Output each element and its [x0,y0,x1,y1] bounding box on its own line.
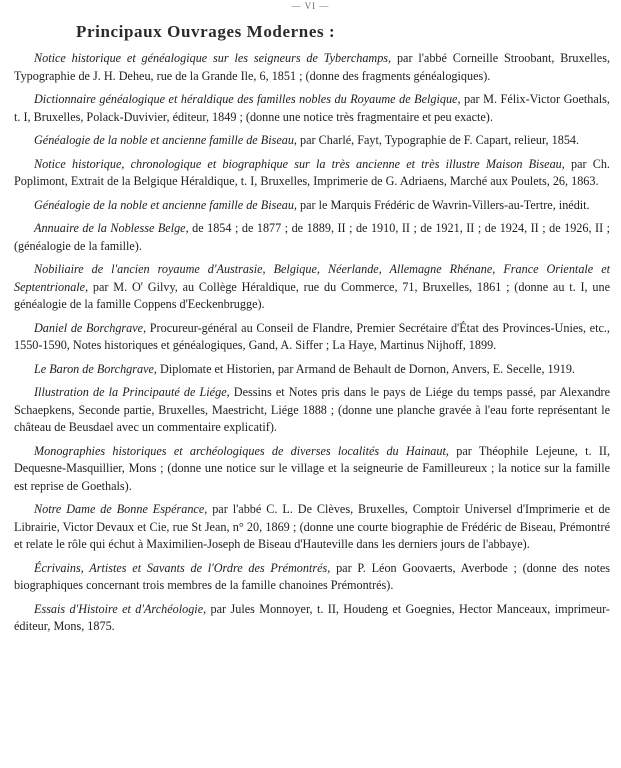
entry-text: de 1854 ; de 1877 ; de 1889, II ; de 1910, II ; de 1921, II ; de 1924, II ; de 1926, II ; (généalogie de la famille). [14,221,610,253]
entry-title: Écrivains, Artistes et Savants de l'Ordre des Prémontrés, [34,560,331,575]
bibliography-entry [14,384,610,437]
bibliography-entry [14,501,610,554]
bibliography-entry [14,156,610,191]
bibliography-entry [14,197,610,215]
bibliography-entry [14,91,610,126]
entry-text: Diplomate et Historien, par Armand de Behault de Dornon, Anvers, E. Secelle, 1919. [156,361,575,376]
entry-text: par Charlé, Fayt, Typographie de F. Capart, relieur, 1854. [296,133,580,147]
section-heading: Principaux Ouvrages Modernes : [76,22,336,41]
bibliography-entry [14,443,610,496]
page-number: — VI — [291,1,330,11]
entry-text: par M. Félix-Victor Goethals, t. I, Bruxelles, Polack-Duvivier, éditeur, 1849 ; (donne une notice très fragmentaire et peu exacte). [14,92,610,124]
entry-title: Essais d'Histoire et d'Archéologie, [34,601,207,616]
bibliography-entry [14,320,610,355]
entry-title: Généalogie de la noble et ancienne famille de Biseau, [34,133,297,147]
entry-text: par P. Léon Goovaerts, Averbode ; (donne des notes biographiques concernant trois membres de la famille chanoines Prémontrés). [14,560,610,592]
entry-text: par Théophile Lejeune, t. II, Dequesne-Masquillier, Mons ; (donne une notice sur le village et la seigneurie de Familleureux ; la notice sur la famille est reprise de Goethals). [14,443,610,493]
bibliography-entry [14,220,610,255]
entry-title: Monographies historiques et archéologiques de diverses localités du Hainaut, [34,443,449,458]
bibliography-entry [14,261,610,314]
bibliography-entry [14,132,610,150]
entry-title: Daniel de Borchgrave, [34,320,147,335]
entry-text: par l'abbé Corneille Stroobant, Bruxelles, Typographie de J. H. Deheu, rue de la Grande Ile, 6, 1851 ; (donne des fragments généalogiques). [14,51,611,83]
entry-title: Notre Dame de Bonne Espérance, [34,502,208,516]
entry-title: Illustration de la Principauté de Liége, [34,385,230,399]
bibliography-list [14,50,610,642]
entry-title: Annuaire de la Noblesse Belge, [34,221,189,235]
entry-title: Notice historique, chronologique et biographique sur la très ancienne et très illustre Maison Biseau, [34,156,565,171]
entry-title: Généalogie de la noble et ancienne famille de Biseau, [34,197,297,212]
entry-title: Dictionnaire généalogique et héraldique des familles nobles du Royaume de Belgique, [34,92,461,106]
entry-text: Dessins et Notes pris dans le pays de Liége du temps passé, par Alexandre Schaepkens, Seconde partie, Bruxelles, Maestricht, Liége 1888 ; (donne une planche gravée à l'eau forte représentant le château de Beusdael avec un commentaire explicatif). [14,385,611,434]
entry-text: par Jules Monnoyer, t. II, Houdeng et Goegnies, Hector Manceaux, imprimeur-éditeur, Mons, 1875. [14,601,610,633]
bibliography-entry [14,560,610,595]
entry-text: par le Marquis Frédéric de Wavrin-Villers-au-Tertre, inédit. [296,197,590,212]
bibliography-entry [14,361,610,379]
entry-text: par M. O' Gilvy, au Collège Héraldique, rue du Commerce, 71, Bruxelles, 1861 ; (donne au t. I, une généalogie de la famille Coppens d'Eeckenbrugge). [14,279,610,311]
bibliography-entry [14,50,610,85]
entry-text: Procureur-général au Conseil de Flandre, Premier Secrétaire d'État des Provinces-Unies, etc., 1550-1590, Notes historiques et généalogiques, Gand, A. Siffer ; La Haye, Martinus Nijhoff, 1899. [14,320,610,352]
entry-title: Le Baron de Borchgrave, [34,361,157,376]
entry-text: par l'abbé C. L. De Clèves, Bruxelles, Comptoir Universel d'Imprimerie et de Librairie, Victor Devaux et Cie, rue St Jean, n° 20, 1869 ; (donne une courte biographie de Frédéric de Biseau, Prémontré et relate le rôle qui échut à Maximilien-Joseph de Biseau d'Hauteville dans les derniers jours de l'abbaye). [14,502,610,551]
entry-title: Notice historique et généalogique sur les seigneurs de Tyberchamps, [34,51,392,65]
entry-text: par Ch. Poplimont, Extrait de la Belgique Héraldique, t. I, Bruxelles, Imprimerie de G. Adriaens, Marché aux Poulets, 26, 1863. [14,156,610,188]
bibliography-entry [14,601,610,636]
entry-title: Nobiliaire de l'ancien royaume d'Austrasie, Belgique, Néerlande, Allemagne Rhénane, France Orientale et Septentrionale, [14,262,610,294]
